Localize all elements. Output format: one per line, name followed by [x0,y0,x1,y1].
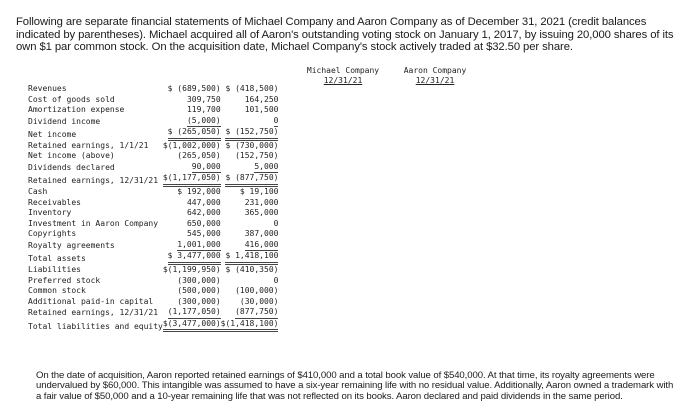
row-investment-in-aaron [28,219,278,230]
michael-company-name: Michael Company [306,66,380,75]
aaron-value: 164,250 [244,94,279,104]
michael-value: 119,700 [186,105,221,115]
row-label: Royalty agreements [28,240,115,250]
aaron-value: 387,000 [244,229,279,239]
michael-column-header [295,66,391,85]
problem-additional-info: On the date of acquisition, Aaron reported retained earnings of $410,000 and a total book value of $540,000. At that time, its royalty agreements were undervalued by $60,000. This intangible was assumed to have a six-year remaining life with no residual value. Additionally, Aaron owned a trademark with a fair value of $50,000 and a 10-year remaining life that was not reflected on its books. Aaron declared and paid dividends in the same period. [36,369,674,403]
row-label: Dividend income [28,116,101,126]
aaron-value: $ (418,500) [225,84,279,94]
row-retained-earnings-equity [28,307,278,319]
statement-table [28,84,278,332]
aaron-value: $ (730,000) [225,140,279,150]
row-retained-earnings-beginning [28,141,278,152]
aaron-value: $ (410,350) [225,265,279,275]
michael-value: $ (689,500) [167,84,221,94]
row-amortization-expense [28,105,278,116]
row-additional-paid-in-capital [28,297,278,308]
row-total-liabilities-and-equity [28,319,278,333]
aaron-column-date: 12/31/21 [415,75,455,85]
aaron-value: (30,000) [239,296,279,306]
aaron-value: 101,500 [244,105,279,115]
michael-value: 90,000 [163,162,221,174]
michael-value: (5,000) [163,116,221,128]
aaron-value: (152,750) [235,151,279,161]
row-label: Additional paid-in capital [28,296,154,306]
michael-value: $(1,002,000) [162,140,221,150]
aaron-value: 0 [273,218,279,228]
michael-value: 1,001,000 [163,240,221,252]
michael-value: $ 3,477,000 [163,251,221,265]
aaron-value: 365,000 [244,208,279,218]
aaron-value: $(1,418,100) [221,319,279,333]
row-cost-of-goods-sold [28,95,278,106]
row-total-assets [28,251,278,265]
aaron-value: (877,750) [221,307,279,319]
row-label: Total liabilities and equity [28,321,163,331]
row-label: Investment in Aaron Company [28,218,159,228]
row-net-income-above [28,151,278,162]
michael-value: (300,000) [177,275,221,285]
michael-value: $ 192,000 [177,187,221,197]
michael-value: (500,000) [177,286,221,296]
row-liabilities [28,265,278,276]
michael-value: (300,000) [177,296,221,306]
row-label: Cash [28,187,48,197]
row-revenues [28,84,278,95]
row-label: Retained earnings, 1/1/21 [28,140,149,150]
row-label: Receivables [28,197,81,207]
row-inventory [28,208,278,219]
row-label: Preferred stock [28,275,101,285]
row-label: Retained earnings, 12/31/21 [28,176,159,186]
row-copyrights [28,229,278,240]
aaron-value: $ 1,418,100 [221,251,279,265]
michael-value: $ (265,050) [163,127,221,141]
michael-value: 545,000 [186,229,221,239]
michael-value: (1,177,050) [163,307,221,319]
row-cash [28,187,278,198]
aaron-value: 231,000 [244,197,279,207]
michael-value: (265,050) [177,151,221,161]
row-common-stock [28,286,278,297]
aaron-value: $ 19,100 [239,187,279,197]
row-label: Inventory [28,208,72,218]
michael-value: 309,750 [186,94,221,104]
row-preferred-stock [28,276,278,287]
row-dividend-income [28,116,278,128]
aaron-value: $ (152,750) [221,127,279,141]
michael-value: $(1,177,050) [163,173,221,187]
row-label: Total assets [28,254,86,264]
row-label: Liabilities [28,265,81,275]
aaron-column-header [394,66,476,85]
row-receivables [28,198,278,209]
aaron-value: 5,000 [221,162,279,174]
aaron-value: $ (877,750) [221,173,279,187]
row-label: Copyrights [28,229,77,239]
row-label: Net income [28,130,77,140]
row-label: Amortization expense [28,105,125,115]
row-royalty-agreements [28,240,278,252]
michael-value: $(1,199,950) [162,265,221,275]
row-label: Dividends declared [28,162,115,172]
aaron-company-name: Aaron Company [403,66,467,75]
aaron-value: 0 [221,116,279,128]
aaron-value: (100,000) [235,286,279,296]
michael-value: $(3,477,000) [163,319,221,333]
problem-intro: Following are separate financial statements of Michael Company and Aaron Company as of December 31, 2021 (credit balances indicated by parentheses). Michael acquired all of Aaron's outstanding voting stock on January 1, 2017, by issuing 20,000 shares of its own $1 par common stock. On the acquisition date, Michael Company's stock actively traded at $32.50 per share. [16,16,674,54]
row-label: Retained earnings, 12/31/21 [28,308,159,318]
row-label: Revenues [28,84,67,94]
row-label: Net income (above) [28,151,115,161]
aaron-value: 0 [273,275,279,285]
michael-value: 642,000 [186,208,221,218]
aaron-value: 416,000 [221,240,279,252]
michael-value: 447,000 [186,197,221,207]
row-net-income [28,127,278,141]
row-label: Common stock [28,286,86,296]
michael-value: 650,000 [186,218,221,228]
michael-column-date: 12/31/21 [323,75,363,85]
row-label: Cost of goods sold [28,94,115,104]
row-dividends-declared [28,162,278,174]
row-retained-earnings-ending [28,173,278,187]
